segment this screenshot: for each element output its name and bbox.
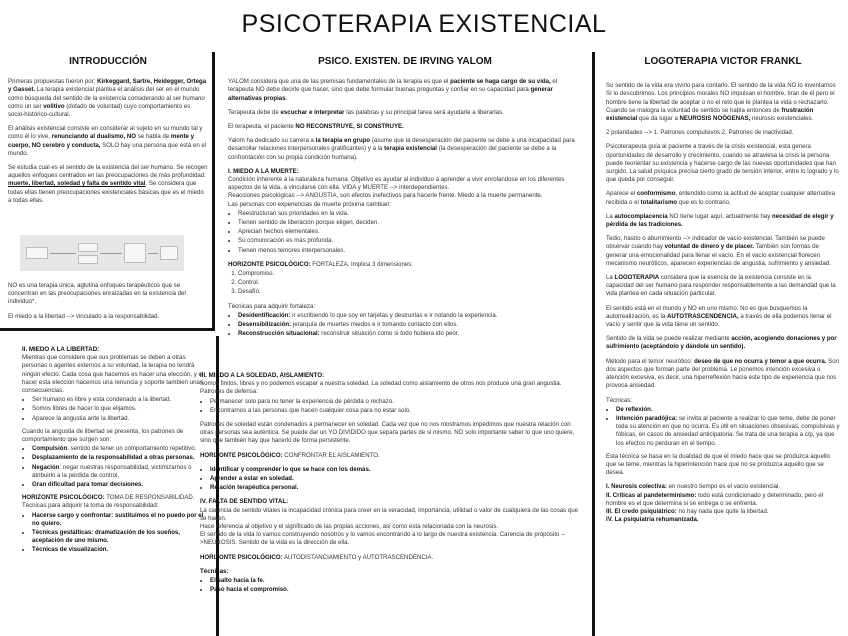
list-item: • Su comunicación es más profunda.: [238, 237, 582, 245]
intro-paragraph-4: NO es una terapia única, aglutina enfoques terapéuticos que se concentran en las preocupaciones enraizadas en la existencia del individuo*.: [8, 282, 186, 306]
yalom-paragraph-2: Terapeuta debe de escuchar e interpretar las palabras y su principal tarea será ayudarle a liberarlas.: [228, 108, 504, 116]
logo-paragraph-3: Psicoterapeuta guía al paciente a través de la crisis existencial, esta genera oportunidades de desarrollo y crecimiento, cuando se atraviesa la crisis la persona puede reorientar su existencia y hacerse cargo de las nuevas oportunidades que han surgido. La salud psíquica precisa cierto grado de tensión interior, entre lo logrado y lo que queda por conseguir.: [606, 143, 839, 184]
logotherapy-heading: LOGOTERAPIA VICTOR FRANKL: [644, 56, 802, 67]
intro-column: [8, 58, 208, 211]
list-item: • El salto hacia la fe.: [210, 577, 582, 585]
meaning-heading: IV. FALTA DE SENTIDO VITAL:: [200, 498, 289, 506]
defense-list: [210, 398, 582, 415]
logo-paragraph-2: 2 polaridades --> 1. Patrones compulsivos 2. Patrones de inactividad.: [606, 129, 794, 137]
loneliness-paragraph-2: Patrones de defensa:: [200, 388, 258, 396]
meaning-tech-heading: Técnicas:: [200, 567, 229, 575]
list-item: • Permanecer solo para no tener la experiencia de pérdida o rechazo.: [210, 398, 582, 406]
logo-paragraph-8: El sentido está en el mundo y NO en uno mismo. No es que busquemos la autorrealización, es la AUTOTRASCENDENCIA, a través de ella podemos llenar el vacío y sentir que la vida tiene un sentido.: [606, 304, 832, 329]
divider-horizontal: [0, 328, 215, 331]
list-item: • Intención paradójica: se invita al paciente a realizar lo que teme, debe de poner toda su atención en que no ocurra. Es útil en situaciones obsesivas, compulsivas y fóbicas, en casos de ansiedad anticipatoria. Se trata de una terapia a c/p, ya que los efectos no perduran en el tiempo.: [616, 415, 840, 448]
death-changes-list: [238, 210, 582, 255]
list-item: • De reflexión.: [616, 406, 840, 414]
list-item: • Tienen menos temores interpersonales.: [238, 247, 582, 255]
intro-paragraph-3: Se estudia cual es el sentido de la existencia del ser humano. Se recogen aquellos enfoques centrados en las preocupaciones de más profundidad: muerte, libertad, soledad y falta de sentido vital. Se considera que todas ellas tienen preocupaciones existenciales básicas que es el miedo a todas ellas.: [8, 164, 208, 204]
intro-paragraph-2: El análisis existencial consiste en considerar al sujeto en su mundo tal y como él lo vive, renunciando al dualismo, NO se habla de mente y cuerpo, NO cerebro y conducta, SOLO hay una persona que está en el mundo.: [8, 125, 207, 157]
list-item: • Tienen sentido de liberación porque eligen, deciden.: [238, 219, 582, 227]
list-item: • Reconstrucción situacional: reconstruir situación como si todo hubiera ido peor.: [238, 330, 582, 338]
freedom-techniques: [32, 512, 208, 555]
loneliness-paragraph-1: Somos finitos, libres y no podemos escapar a nuestra soledad. La soledad como aislamiento de otros nos produce una gran angustia.: [200, 380, 562, 388]
page-title: PSICOTERAPIA EXISTENCIAL: [241, 10, 607, 38]
list-item: • Gran dificultad para tomar decisiones.: [32, 481, 208, 489]
meaning-paragraph-1: La carencia de sentido vitales la incapacidad crónica para creer en la veracidad, importancia, utilidad o valor de cualquiera de las cosas que se hacen.: [200, 506, 579, 522]
list-item: • Compulsión: sentido de tener un comportamiento repetitivo.: [32, 445, 208, 453]
intro-heading: INTRODUCCIÓN: [69, 56, 147, 67]
freedom-paragraph-1: Mientras que considere que sus problemas se deben a otras personas o agentes externos a su voluntad, la terapia no tendrá ningún efecto. Cada cosa que hacemos es hacer una elección, y el hacer esta elección hacemos una renuncia y soporte tambien unas consecuencias.: [22, 354, 204, 395]
list-item: • Paso hacia el compromiso.: [210, 586, 582, 594]
list-item: • Reestructuran sus prioridades en la vida.: [238, 210, 582, 218]
list-item: III. El credo psiquiátrico: no hay nada que quite la libertad.: [606, 507, 769, 515]
logotherapy-column: [606, 58, 840, 524]
list-item: IV. La psiquiatría rehumanizada.: [606, 516, 699, 524]
list-item: • Ser humano es libre y esta condenado a la libertad.: [32, 396, 208, 404]
meaning-paragraph-2: Hace referencia al objetivo y el significado de las propias acciones, así como esta relacionada con la neurosis.: [200, 523, 499, 531]
list-item: • Aparece la angustia ante la libertad.: [32, 415, 208, 423]
death-techniques: [238, 312, 582, 339]
divider-left: [212, 52, 215, 330]
logo-paragraph-9: Sentido de la vida se puede realizar mediante acción, acogiendo donaciones y por sufrimiento (aceptándolo y dándole un sentido).: [606, 335, 837, 351]
freedom-section: [22, 346, 208, 560]
diagram-image: [20, 235, 184, 271]
list-item: • Aprender a estar en soledad.: [210, 475, 582, 483]
yalom-paragraph-3: El terapeuta, el paciente NO RECONSTRUYE, SI CONSTRUYE.: [228, 123, 404, 131]
yalom-paragraph-1: YALOM considera que una de las premisas fundamentales de la terapia es que el paciente se haga cargo de su vida, el terapeuta NO debe decirle que hacer, sino que debe formular buenas preguntas y confiar en su capacidad para generar alternativas propias.: [228, 78, 558, 102]
death-paragraph-3: Las personas con experiencias de muerte próxima cambian:: [228, 200, 391, 208]
meaning-horizon: HORIZONTE PSICOLÓGICO: AUTODISTANCIAMIENTO y AUTOTRASCENDENCIA.: [200, 553, 434, 561]
list-item: • Técnicas gestálticas: dramatización de los sueños, aceptación de uno mismo.: [32, 529, 208, 545]
list-item: • Relación terapéutica personal.: [210, 484, 582, 492]
yalom-paragraph-4: Yalom ha dedicado su carrera a la terapia en grupo (asume que la desesperación del paciente se debe a una incapacidad para desarrollar relaciones interpersonales gratificantes) y a la terapia existencial (la desesperación del paciente se debe a la confrontación con su propia condición humana).: [228, 137, 575, 161]
list-item: • Desensibilización: jerarquía de muertes miedos e ir tomando contacto con ellos.: [238, 321, 582, 329]
logo-paragraph-7: La LOGOTERAPIA considera que la esencia de la existencia consiste en la capacidad del ser humano para responder responsablemente a las demandad que la vida plantea en cada situación particular.: [606, 274, 836, 298]
list-item: • Desidentificación: ir escribiendo lo que soy en tarjetas y destruirlas e ir notando la experiencia.: [238, 312, 582, 320]
loneliness-paragraph-3: Patrones de soledad están condenados a permanecer en soledad. Cada vez que no nos mostramos impedimos que nuestra relación con otras personas sea auténtica. Se puede dar un YO DIVIDIDO que separa partes de si mismo. NO solo importante saber lo que uno quiere, sino que también hay que hacerlo de forma persistente.: [200, 421, 575, 445]
logo-tech-intro: Técnicas:: [606, 396, 633, 404]
intro-column-lower: [8, 282, 208, 327]
loneliness-techniques: [210, 466, 582, 493]
list-item: 1. Compromiso.: [238, 270, 582, 278]
death-tech-intro: Técnicas para adquirir fortaleza:: [228, 302, 316, 310]
freedom-horizon: HORIZONTE PSICOLÓGICO: TOMA DE RESPONSABILIDAD.: [22, 494, 195, 502]
death-paragraph-2: Reacciones psicológicas --> ANGUSTIA, son efectos inefectivos para hacerle frente. Miedo a la muerte permanente.: [228, 192, 543, 200]
yalom-column: [228, 58, 582, 343]
list-item: • Aprecian hechos elementales.: [238, 228, 582, 236]
list-item: I. Neurosis colectiva: en nuestro tiempo es el vacío existencial.: [606, 483, 781, 491]
death-heading: I. MIEDO A LA MUERTE:: [228, 167, 299, 175]
list-item: 3. Desafío.: [238, 288, 582, 296]
list-item: • Técnicas de visualización.: [32, 546, 208, 554]
logo-techniques: [616, 406, 840, 448]
patterns-list: [32, 445, 208, 489]
meaning-paragraph-3: El sentido de la vida lo vamos construyendo nosotros y lo vamos encontrando a lo largo de nuestra existencia. Carencia de propósito -->NEUROSIS. Sentido de la vida es la dirección de ella.: [200, 531, 566, 547]
death-horizon: HORIZONTE PSICOLÓGICO: FORTALEZA. Implica 3 dimensiones:: [228, 260, 413, 268]
list-item: • Desplazamiento de la responsabilidad a otras personas.: [32, 454, 208, 462]
yalom-column-lower: [200, 372, 582, 599]
death-dimensions: [238, 270, 582, 297]
list-item: 2. Control.: [238, 279, 582, 287]
list-item: • Encontrarnos a las personas que hacen cualquier cosa para no estar solo.: [210, 407, 582, 415]
list-item: • Negación: negar nuestras responsabilidad, victimizarnos o atribuirlo a la pérdida de control.: [32, 464, 208, 480]
logo-paragraph-5: La autocomplacencia NO tiene lugar aquí, actualmente hay necesidad de elegir y pérdida de las tradiciones.: [606, 212, 834, 229]
logo-paragraph-1b: Cuando se malogra la voluntad de sentido se habla entonces de frustración existencial que da lugar a NEUROSIS NOÓGENAS, neurosis existenciales.: [606, 106, 814, 123]
list-item: • Somos libres de hacer lo que elijamos.: [32, 405, 208, 413]
loneliness-heading: III. MIEDO A LA SOLEDAD, AISLAMIENTO:: [200, 372, 325, 379]
freedom-list: [32, 396, 208, 423]
logo-paragraph-4: Aparece el conformismo, entendido como la actitud de aceptar cualquier alternativa recibida o el totalitarismo que es lo contrario.: [606, 190, 835, 206]
freedom-heading: II. MIEDO A LA LIBERTAD:: [22, 346, 100, 353]
divider-right: [592, 52, 595, 636]
logo-paragraph-6: Tedio, hastío o aburrimiento --> indicador de vacío existencial. También se puede observar cuando hay voluntad de dinero y de placer. También son formas de generar una emocionalidad para llenar el vacío. En el vacío existencial florecen mecanismo neuróticos, aparecen experiencias de angustia, sufrimiento y ansiedad.: [606, 235, 831, 267]
logo-paragraph-10: Método para el temor neurótico: deseo de que no ocurra y temor a que ocurra. Son dos aspectos que forman parte del problema. Le ponemos intención excesiva o atención excesiva, es decir, una hiperreflexión hacia este tipo de experiencia que nos provoca ansiedad.: [606, 357, 840, 390]
logo-paragraph-1: Su sentido de la vida era vivirlo para contarlo. El sentido de la vida NO lo inventamos SI lo descubrimos. Los principios morales NO impulsan el hombre, tiran de él pero el hombre tiene la libertad de aceptar o no el reto que le plantea la vida o rechazarlo.: [606, 82, 836, 106]
yalom-heading: PSICO. EXISTEN. DE IRVING YALOM: [318, 56, 492, 67]
logo-paragraph-11: Esta técnica se basa en la dualidad de que el miedo hace que se produzca aquello que se teme, mientras la hiperintención hace que no se produzca aquello que se desea.: [606, 452, 830, 477]
death-paragraph-1: Condición inherente a la naturaleza humana. Objetivo es ayudar al individuo a aprender a vivir enrolandose en los diferentes aspectos de la vida, a vincularse con ella. VIDA y MUERTE --> interdependientes.: [228, 176, 565, 192]
intro-paragraph-5: El miedo a la libertad --> vinculado a la responsabilidad.: [8, 312, 160, 320]
list-item: II. Críticas al pandeterminismo: todo está condicionado y determinado, pero el hombre es el que determina si se entrega o se enfrenta.: [606, 491, 824, 507]
list-item: • Hacerse cargo y confrontar: sustituimos el no puedo por el no quiero.: [32, 512, 208, 528]
list-item: • Identificar y comprender lo que se hace con los demás.: [210, 466, 582, 474]
loneliness-horizon: HORIZONTE PSICOLÓGICO: CONFRONTAR EL AISLAMIENTO.: [200, 451, 380, 459]
meaning-techniques: [210, 577, 582, 594]
intro-paragraph-1: Primeras propuestas fueron por: Kirkeggard, Sartre, Heidegger, Ortega y Gasset. La terapia existencial plantea el análisis del ser en el mundo como búsqueda del sentido de la existencia considerando al ser humano como un ser volitivo (dotado de voluntad) cuyo comportamiento es socio-histórico-cultural.: [8, 78, 207, 119]
freedom-tech-intro: Técnicas para adquirir la toma de responsabilidad:: [22, 502, 159, 510]
logo-list: [606, 483, 840, 524]
freedom-paragraph-2: Cuando la angustia de libertad se presenta, los patrones de comportamiento que surgen son:: [22, 427, 184, 444]
